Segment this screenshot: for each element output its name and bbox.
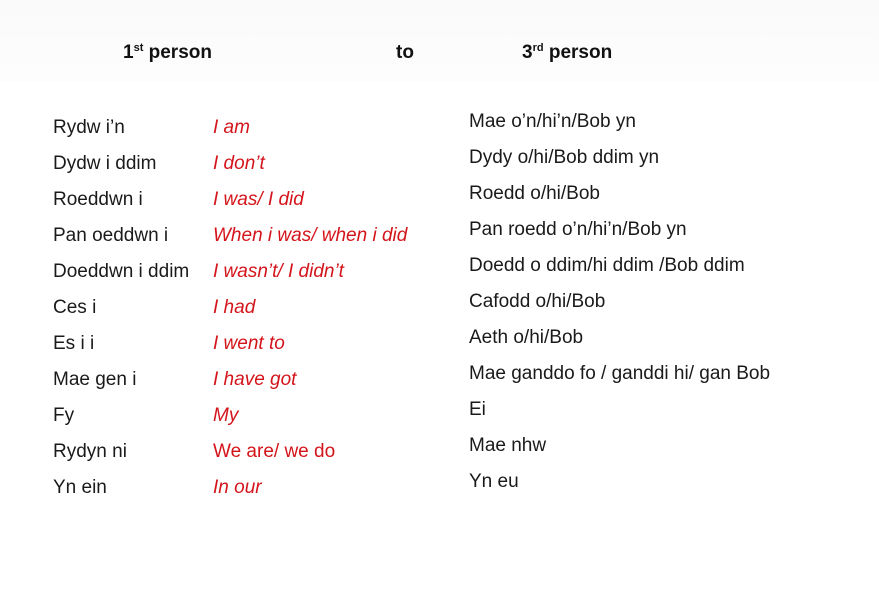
first-person-phrase: Ces i xyxy=(53,297,97,318)
first-person-phrase: Doeddwn i ddim xyxy=(53,261,190,282)
third-person-phrase: Mae nhw xyxy=(469,435,547,456)
heading-first-person xyxy=(123,42,212,64)
first-person-phrase: Fy xyxy=(53,405,75,426)
first-person-phrase: Rydyn ni xyxy=(53,441,127,462)
first-person-phrase: Rydw i’n xyxy=(53,117,125,138)
english-translation: I wasn’t/ I didn’t xyxy=(213,261,344,282)
english-translation: I am xyxy=(213,117,250,138)
english-translation: We are/ we do xyxy=(213,441,336,462)
third-person-phrase: Dydy o/hi/Bob ddim yn xyxy=(469,147,660,168)
english-translation: When i was/ when i did xyxy=(213,225,408,246)
third-person-phrase: Doedd o ddim/hi ddim /Bob ddim xyxy=(469,255,745,276)
heading-first-person-label: person xyxy=(143,42,212,63)
third-person-phrase: Roedd o/hi/Bob xyxy=(469,183,600,204)
heading-third-person-ordinal: rd xyxy=(532,42,544,54)
english-translation: I don’t xyxy=(213,153,265,174)
first-person-phrase: Pan oeddwn i xyxy=(53,225,169,246)
third-person-phrase: Aeth o/hi/Bob xyxy=(469,327,584,348)
header-band xyxy=(0,0,879,82)
english-translation: I was/ I did xyxy=(213,189,304,210)
third-person-phrase: Ei xyxy=(469,399,486,420)
english-translation: I had xyxy=(213,297,256,318)
english-translation: My xyxy=(213,405,239,426)
english-translation: In our xyxy=(213,477,262,498)
heading-first-person-number: 1 xyxy=(123,42,134,63)
english-translation: I have got xyxy=(213,369,297,390)
english-translation: I went to xyxy=(213,333,285,354)
english-translation-list xyxy=(213,118,407,514)
third-person-phrase: Pan roedd o’n/hi’n/Bob yn xyxy=(469,219,687,240)
third-person-phrase: Mae ganddo fo / ganddi hi/ gan Bob xyxy=(469,363,771,384)
heading-third-person-label: person xyxy=(543,42,613,63)
third-person-welsh-list xyxy=(469,112,770,508)
first-person-phrase: Dydw i ddim xyxy=(53,153,157,174)
first-person-phrase: Yn ein xyxy=(53,477,107,498)
heading-to: to xyxy=(396,42,414,63)
heading-third-person xyxy=(522,42,612,64)
third-person-phrase: Cafodd o/hi/Bob xyxy=(469,291,606,312)
first-person-welsh-list xyxy=(53,118,189,514)
heading-third-person-number: 3 xyxy=(522,42,533,63)
first-person-phrase: Mae gen i xyxy=(53,369,137,390)
third-person-phrase: Mae o’n/hi’n/Bob yn xyxy=(469,111,636,132)
third-person-phrase: Yn eu xyxy=(469,471,519,492)
first-person-phrase: Es i i xyxy=(53,333,95,354)
heading-first-person-ordinal: st xyxy=(133,42,144,54)
first-person-phrase: Roeddwn i xyxy=(53,189,143,210)
